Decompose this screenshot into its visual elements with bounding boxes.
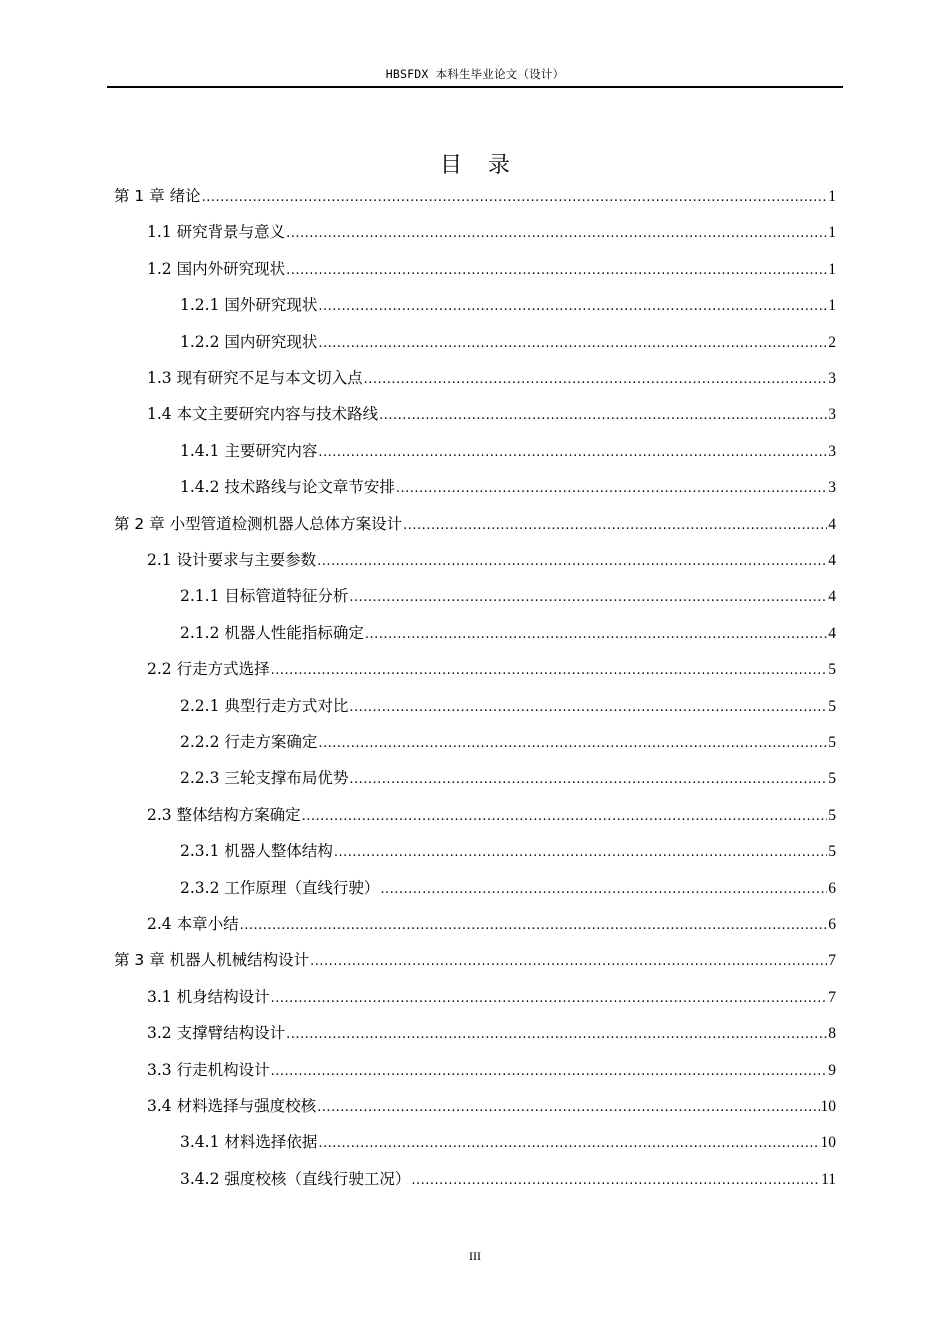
dot-leader xyxy=(302,805,828,829)
toc-section-entry[interactable] xyxy=(180,584,836,608)
dot-leader xyxy=(240,914,828,938)
header-rule xyxy=(107,86,843,88)
page-number: III xyxy=(469,1249,481,1263)
dot-leader xyxy=(334,841,827,865)
toc-entry-page: 3 xyxy=(828,479,836,497)
toc-section-entry[interactable] xyxy=(180,1130,836,1154)
toc-entry-label: 3.4.1 材料选择依据 xyxy=(180,1133,318,1152)
toc-section-entry[interactable] xyxy=(147,657,836,681)
toc-entry-page: 10 xyxy=(820,1098,836,1115)
toc-entry-label: 1.2 国内外研究现状 xyxy=(147,259,286,278)
dot-leader xyxy=(411,1169,820,1193)
dot-leader xyxy=(365,623,827,647)
toc-entry-page: 5 xyxy=(828,806,836,824)
toc-entry-page: 1 xyxy=(828,297,836,315)
dot-leader xyxy=(271,659,828,683)
toc-entry-label: 2.2.2 行走方案确定 xyxy=(180,733,318,751)
dot-leader xyxy=(349,768,827,792)
dot-leader xyxy=(318,732,827,756)
toc-entry-label: 1.4 本文主要研究内容与技术路线 xyxy=(147,405,379,424)
dot-leader xyxy=(380,878,827,902)
dot-leader xyxy=(286,222,827,246)
toc-entry-label: 2.1.2 机器人性能指标确定 xyxy=(180,623,364,642)
toc-section-entry[interactable] xyxy=(180,330,836,354)
toc-entry-page: 5 xyxy=(828,697,836,715)
toc-entry-label: 1.1 研究背景与意义 xyxy=(147,223,286,242)
toc-entry-page: 10 xyxy=(820,1134,836,1152)
dot-leader xyxy=(271,1060,828,1084)
toc-entry-label: 1.3 现有研究不足与本文切入点 xyxy=(147,369,363,387)
toc-entry-label: 2.3.1 机器人整体结构 xyxy=(180,842,333,861)
toc-section-entry[interactable] xyxy=(180,621,836,645)
toc-entry-page: 5 xyxy=(828,661,836,679)
toc-section-entry[interactable] xyxy=(147,220,836,244)
toc-title-right: 录 xyxy=(488,153,511,178)
dot-leader xyxy=(364,368,828,392)
toc-entry-label: 2.3.2 工作原理（直线行驶） xyxy=(180,878,380,897)
toc-entry-label: 第 3 章 机器人机械结构设计 xyxy=(114,951,310,970)
toc-entry-page: 4 xyxy=(828,552,836,569)
toc-section-entry[interactable] xyxy=(147,1094,836,1118)
toc-entry-label: 3.4 材料选择与强度校核 xyxy=(147,1097,317,1115)
dot-leader xyxy=(349,586,827,610)
toc-title-left: 目 xyxy=(439,153,462,178)
toc-entry-label: 2.1.1 目标管道特征分析 xyxy=(180,587,349,606)
toc-entry-page: 5 xyxy=(828,843,836,861)
toc-section-entry[interactable] xyxy=(147,1058,836,1082)
dot-leader xyxy=(202,186,828,210)
toc-chapter-entry[interactable] xyxy=(114,512,836,536)
dot-leader xyxy=(317,550,827,574)
toc-title xyxy=(0,148,950,179)
toc-entry-label: 第 1 章 绪论 xyxy=(114,187,201,205)
dot-leader xyxy=(318,332,827,356)
toc-entry-page: 4 xyxy=(828,515,836,533)
toc-entry-label: 3.1 机身结构设计 xyxy=(147,987,270,1006)
toc-section-entry[interactable] xyxy=(147,366,836,390)
toc-section-entry[interactable] xyxy=(147,803,836,827)
toc-entry-page: 5 xyxy=(828,770,836,788)
toc-chapter-entry[interactable] xyxy=(114,184,836,208)
dot-leader xyxy=(286,1023,827,1047)
toc-entry-label: 2.3 整体结构方案确定 xyxy=(147,805,301,824)
toc-entry-label: 2.2.1 典型行走方式对比 xyxy=(180,696,349,715)
toc-entry-label: 3.2 支撑臂结构设计 xyxy=(147,1024,286,1043)
toc-entry-page: 3 xyxy=(828,442,836,460)
toc-entry-page: 1 xyxy=(828,260,836,278)
toc-entry-page: 7 xyxy=(828,988,836,1006)
toc-entry-label: 1.2.1 国外研究现状 xyxy=(180,296,318,315)
dot-leader xyxy=(286,259,827,283)
toc-section-entry[interactable] xyxy=(147,548,836,572)
dot-leader xyxy=(349,696,827,720)
toc-section-entry[interactable] xyxy=(147,402,836,426)
toc-section-entry[interactable] xyxy=(180,839,836,863)
toc-section-entry[interactable] xyxy=(180,766,836,790)
toc-section-entry[interactable] xyxy=(180,475,836,499)
dot-leader xyxy=(379,404,827,428)
toc-entry-page: 11 xyxy=(821,1170,836,1188)
toc-entry-label: 第 2 章 小型管道检测机器人总体方案设计 xyxy=(114,514,403,533)
dot-leader xyxy=(396,477,827,501)
dot-leader xyxy=(317,1096,819,1120)
running-header: HBSFDX 本科生毕业论文（设计） xyxy=(385,67,565,81)
toc-section-entry[interactable] xyxy=(147,912,836,936)
toc-section-entry[interactable] xyxy=(147,985,836,1009)
toc-section-entry[interactable] xyxy=(180,876,836,900)
toc-entry-page: 3 xyxy=(828,406,836,424)
toc-entry-page: 1 xyxy=(828,224,836,242)
toc-entry-label: 1.4.2 技术路线与论文章节安排 xyxy=(180,478,395,497)
toc-entry-page: 6 xyxy=(828,879,836,897)
dot-leader xyxy=(318,295,827,319)
toc-entry-label: 3.4.2 强度校核（直线行驶工况） xyxy=(180,1169,411,1188)
dot-leader xyxy=(403,514,827,538)
toc-chapter-entry[interactable] xyxy=(114,948,836,972)
toc-entry-page: 4 xyxy=(828,624,836,642)
toc-entry-page: 4 xyxy=(828,588,836,606)
toc-entry-page: 5 xyxy=(828,734,836,751)
toc-section-entry[interactable] xyxy=(147,1021,836,1045)
toc-entry-label: 2.4 本章小结 xyxy=(147,915,239,933)
dot-leader xyxy=(271,987,828,1011)
toc-section-entry[interactable] xyxy=(180,1167,836,1191)
toc-entry-page: 8 xyxy=(828,1025,836,1043)
toc-entry-label: 2.2 行走方式选择 xyxy=(147,660,270,679)
dot-leader xyxy=(318,441,827,465)
toc-section-entry[interactable] xyxy=(180,439,836,463)
toc-entry-page: 9 xyxy=(828,1061,836,1079)
toc-section-entry[interactable] xyxy=(180,694,836,718)
dot-leader xyxy=(310,950,827,974)
toc-entry-page: 2 xyxy=(828,333,836,351)
toc-entry-page: 7 xyxy=(828,952,836,970)
toc-section-entry[interactable] xyxy=(180,730,836,754)
toc-section-entry[interactable] xyxy=(180,293,836,317)
toc-entry-label: 1.2.2 国内研究现状 xyxy=(180,332,318,351)
toc-entry-page: 6 xyxy=(828,916,836,933)
toc-section-entry[interactable] xyxy=(147,257,836,281)
toc-entry-page: 3 xyxy=(828,370,836,387)
toc-entry-page: 1 xyxy=(828,188,836,205)
toc-entry-label: 2.2.3 三轮支撑布局优势 xyxy=(180,769,349,788)
toc-entry-label: 2.1 设计要求与主要参数 xyxy=(147,551,317,569)
toc-entry-label: 1.4.1 主要研究内容 xyxy=(180,441,318,460)
dot-leader xyxy=(318,1132,819,1156)
toc-entry-label: 3.3 行走机构设计 xyxy=(147,1060,270,1079)
